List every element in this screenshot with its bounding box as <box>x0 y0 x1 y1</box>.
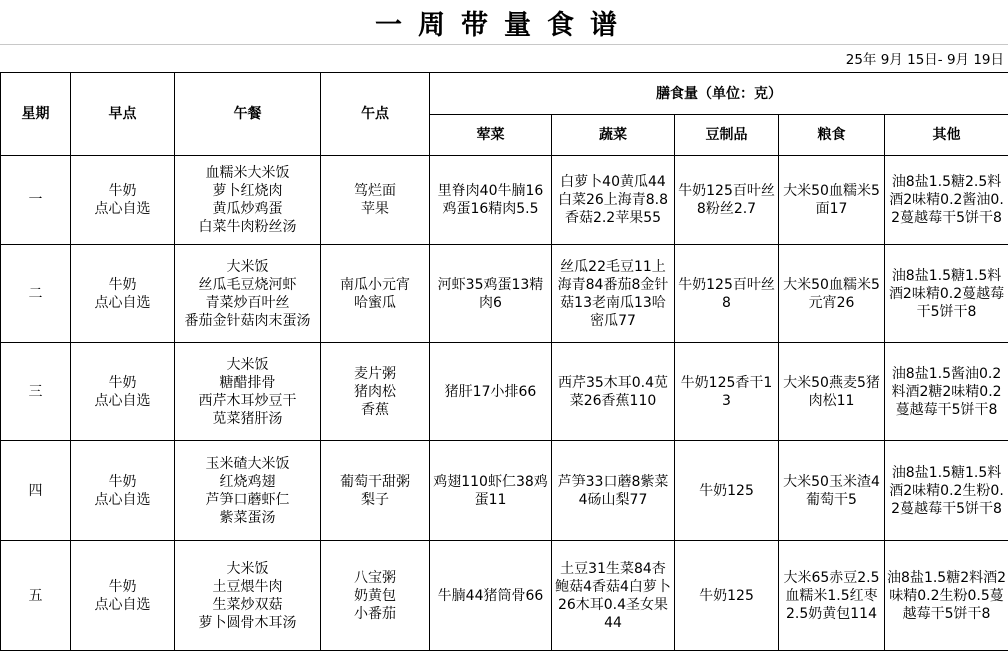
lunch-cell-line: 青菜炒百叶丝 <box>205 294 290 311</box>
header-vegetable: 蔬菜 <box>552 115 675 156</box>
breakfast-cell-line: 点心自选 <box>94 491 151 508</box>
day-cell: 四 <box>1 441 71 541</box>
other-cell: 油8盐1.5糖2料酒2味精0.2生粉0.5蔓越莓干5饼干8 <box>885 541 1008 651</box>
soy-cell: 牛奶125 <box>675 541 779 651</box>
day-cell: 三 <box>1 343 71 441</box>
snack-cell <box>321 541 430 651</box>
day-cell: 五 <box>1 541 71 651</box>
day-cell: 二 <box>1 245 71 343</box>
breakfast-cell <box>71 541 175 651</box>
lunch-cell-line: 黄瓜炒鸡蛋 <box>212 201 283 217</box>
lunch-cell-line: 丝瓜毛豆烧河虾 <box>198 276 297 293</box>
grain-cell: 大米50玉米渣4葡萄干5 <box>779 441 885 541</box>
soy-cell: 牛奶125 <box>675 441 779 541</box>
lunch-cell <box>175 541 321 651</box>
breakfast-cell-line: 牛奶 <box>108 473 137 490</box>
lunch-cell-line: 大米饭 <box>226 356 269 373</box>
lunch-cell-line: 番茄金针菇肉末蛋汤 <box>184 312 311 329</box>
breakfast-cell <box>71 441 175 541</box>
other-cell: 油8盐1.5酱油0.2料酒2糖2味精0.2蔓越莓干5饼干8 <box>885 343 1008 441</box>
header-day: 星期 <box>1 73 71 156</box>
snack-cell-line: 八宝粥 <box>354 569 396 586</box>
breakfast-cell-line: 点心自选 <box>94 392 151 409</box>
header-snack: 午点 <box>321 73 430 156</box>
snack-cell <box>321 245 430 343</box>
lunch-cell-line: 西芹木耳炒豆干 <box>198 392 297 409</box>
lunch-cell-line: 玉米碴大米饭 <box>205 455 290 472</box>
vegetable-cell: 白萝卜40黄瓜44白菜26上海青8.8香菇2.2苹果55 <box>552 156 675 245</box>
lunch-cell-line: 萝卜红烧肉 <box>212 183 283 199</box>
snack-cell <box>321 156 430 245</box>
breakfast-cell <box>71 245 175 343</box>
breakfast-cell-line: 点心自选 <box>94 201 151 217</box>
breakfast-cell-line: 牛奶 <box>108 374 137 391</box>
snack-cell <box>321 441 430 541</box>
snack-cell-line: 哈蜜瓜 <box>354 294 396 311</box>
lunch-cell-line: 糖醋排骨 <box>219 374 276 391</box>
grain-cell: 大米50血糯米5面17 <box>779 156 885 245</box>
lunch-cell <box>175 156 321 245</box>
lunch-cell-line: 大米饭 <box>226 560 269 577</box>
lunch-cell-line: 紫菜蛋汤 <box>219 509 276 526</box>
table-row <box>1 245 1008 343</box>
vegetable-cell: 丝瓜22毛豆11上海青84番茄8金针菇13老南瓜13哈密瓜77 <box>552 245 675 343</box>
breakfast-cell-line: 牛奶 <box>108 183 137 199</box>
page-title: 一周带量食谱 <box>0 0 1008 45</box>
meat-cell: 河虾35鸡蛋13精肉6 <box>430 245 552 343</box>
breakfast-cell-line: 牛奶 <box>108 276 137 293</box>
snack-cell <box>321 343 430 441</box>
table-row <box>1 441 1008 541</box>
header-grain: 粮食 <box>779 115 885 156</box>
breakfast-cell-line: 牛奶 <box>108 578 137 595</box>
table-row <box>1 541 1008 651</box>
lunch-cell <box>175 343 321 441</box>
snack-cell-line: 香蕉 <box>361 401 389 418</box>
snack-cell-line: 苹果 <box>361 201 389 217</box>
header-meat: 荤菜 <box>430 115 552 156</box>
lunch-cell-line: 芦笋口蘑虾仁 <box>205 491 290 508</box>
snack-cell-line: 笃烂面 <box>354 183 396 199</box>
vegetable-cell: 西芹35木耳0.4苋菜26香蕉110 <box>552 343 675 441</box>
lunch-cell-line: 红烧鸡翅 <box>219 473 276 490</box>
vegetable-cell: 土豆31生菜84杏鲍菇4香菇4白萝卜26木耳0.4圣女果44 <box>552 541 675 651</box>
grain-cell: 大米50燕麦5猪肉松11 <box>779 343 885 441</box>
date-range: 25年 9月 15日- 9月 19日 <box>845 52 1004 68</box>
snack-cell-line: 葡萄干甜粥 <box>340 473 410 490</box>
grain-cell: 大米65赤豆2.5血糯米1.5红枣2.5奶黄包114 <box>779 541 885 651</box>
lunch-cell <box>175 245 321 343</box>
other-cell: 油8盐1.5糖2.5料酒2味精0.2酱油0.2蔓越莓干5饼干8 <box>885 156 1008 245</box>
table-row <box>1 156 1008 245</box>
vegetable-cell: 芦笋33口蘑8紫菜4砀山梨77 <box>552 441 675 541</box>
snack-cell-line: 麦片粥 <box>354 365 396 382</box>
snack-cell-line: 猪肉松 <box>354 383 396 400</box>
lunch-cell-line: 血糯米大米饭 <box>205 165 290 181</box>
header-other: 其他 <box>885 115 1008 156</box>
lunch-cell-line: 白菜牛肉粉丝汤 <box>198 219 297 235</box>
header-soy: 豆制品 <box>675 115 779 156</box>
snack-cell-line: 奶黄包 <box>354 587 396 604</box>
meat-cell: 鸡翅110虾仁38鸡蛋11 <box>430 441 552 541</box>
header-breakfast: 早点 <box>71 73 175 156</box>
soy-cell: 牛奶125百叶丝8粉丝2.7 <box>675 156 779 245</box>
meat-cell: 牛腩44猪筒骨66 <box>430 541 552 651</box>
other-cell: 油8盐1.5糖1.5料酒2味精0.2蔓越莓干5饼干8 <box>885 245 1008 343</box>
snack-cell-line: 小番茄 <box>354 605 396 622</box>
lunch-cell-line: 生菜炒双菇 <box>212 596 283 613</box>
soy-cell: 牛奶125香干13 <box>675 343 779 441</box>
lunch-cell <box>175 441 321 541</box>
lunch-cell-line: 大米饭 <box>226 258 269 275</box>
breakfast-cell <box>71 156 175 245</box>
snack-cell-line: 南瓜小元宵 <box>340 276 410 293</box>
day-cell: 一 <box>1 156 71 245</box>
header-quantity-group: 膳食量（单位：克） <box>430 73 1008 115</box>
menu-body <box>1 156 1008 651</box>
grain-cell: 大米50血糯米5元宵26 <box>779 245 885 343</box>
soy-cell: 牛奶125百叶丝8 <box>675 245 779 343</box>
header-lunch: 午餐 <box>175 73 321 156</box>
snack-cell-line: 梨子 <box>361 491 389 508</box>
breakfast-cell-line: 点心自选 <box>94 596 151 613</box>
other-cell: 油8盐1.5糖1.5料酒2味精0.2生粉0.2蔓越莓干5饼干8 <box>885 441 1008 541</box>
lunch-cell-line: 土豆煨牛肉 <box>212 578 283 595</box>
lunch-cell-line: 萝卜圆骨木耳汤 <box>198 614 297 631</box>
breakfast-cell <box>71 343 175 441</box>
table-row <box>1 343 1008 441</box>
weekly-menu-table <box>0 72 1008 651</box>
meat-cell: 里脊肉40牛腩16鸡蛋16精肉5.5 <box>430 156 552 245</box>
meat-cell: 猪肝17小排66 <box>430 343 552 441</box>
lunch-cell-line: 苋菜猪肝汤 <box>212 410 283 427</box>
breakfast-cell-line: 点心自选 <box>94 294 151 311</box>
